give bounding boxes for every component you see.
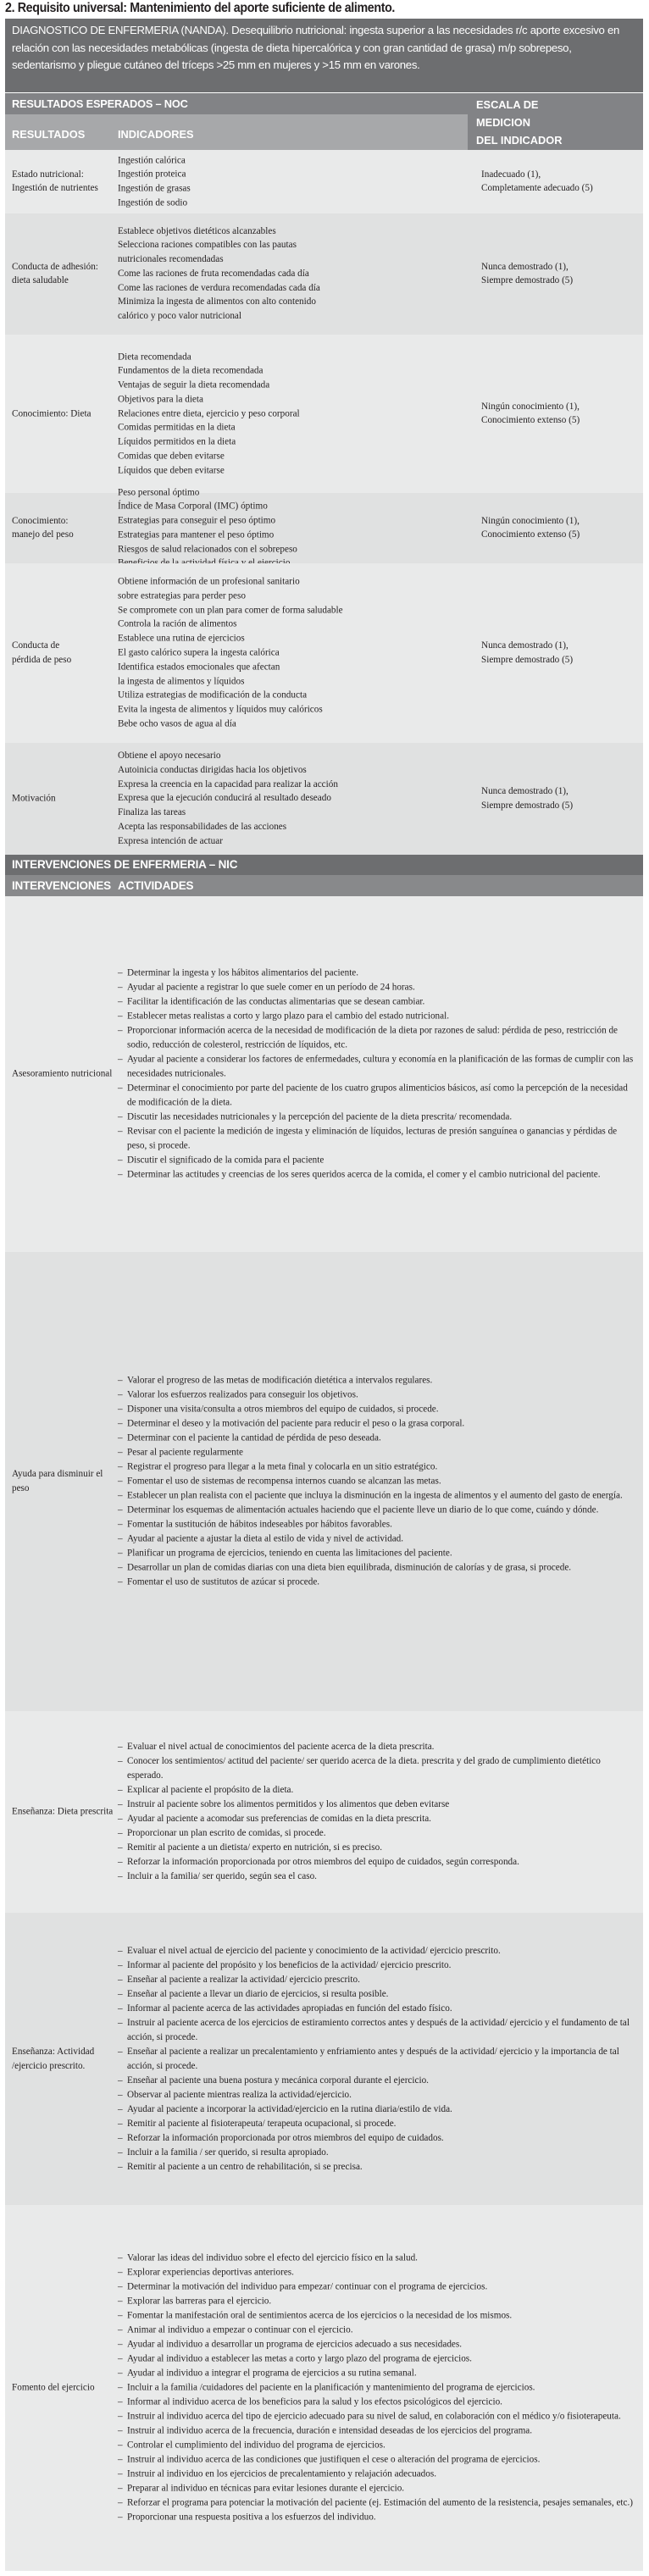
nic-activity-item: – Registrar el progreso para llegar a la meta final y colocarla en un sitio estratégico. <box>118 1460 639 1475</box>
noc-indicators-line: Comidas que deben evitarse <box>118 451 225 462</box>
nic-header <box>5 855 643 875</box>
noc-indicators-line: calórico y poco valor nutricional <box>118 311 242 322</box>
noc-scale <box>481 514 642 543</box>
noc-result-line: dieta saludable <box>12 275 69 286</box>
nic-activity-item: – Enseñar al paciente una buena postura y mecánica corporal durante el ejercicio. <box>118 2074 639 2088</box>
noc-result-line: manejo del peso <box>12 529 74 540</box>
noc-result-line: Estado nutricional: <box>12 169 84 180</box>
nic-activity-item: – Conocer los sentimientos/ actitud del paciente/ ser querido acerca de la dieta. prescrita y del grado de cumplimiento dietético esperado. <box>118 1754 639 1783</box>
nic-intervention-name <box>12 2381 118 2396</box>
noc-scale-line: Completamente adecuado (5) <box>481 183 593 194</box>
noc-result <box>12 792 118 806</box>
nic-activity-item: – Informar al individuo acerca de los beneficios para la salud y los efectos psicológicos del ejercicio. <box>118 2396 639 2410</box>
noc-indicators-line: Identifica estados emocionales que afectan <box>118 662 280 673</box>
noc-indicators <box>118 575 465 732</box>
nic-activity-item: – Establecer un plan realista con el paciente que incluya la disminución en la ingesta de alimentos y el aumento del gasto de energía. <box>118 1489 639 1504</box>
noc-indicators-line: Dieta recomendada <box>118 351 191 362</box>
nic-activity-item: – Instruir al individuo acerca de las condiciones que justifiquen el cese o alteración del programa de ejercicios. <box>118 2453 639 2468</box>
noc-result-line: Conducta de <box>12 640 60 651</box>
noc-indicators-line: Expresa la creencia en la capacidad para realizar la acción <box>118 778 338 789</box>
noc-indicators-line: Comidas permitidas en la dieta <box>118 422 236 433</box>
nic-activity-item: – Proporcionar información acerca de la necesidad de modificación de la dieta por razones de salud: pérdida de peso, restricción de sodio, reducción de colesterol, restricción de líquidos, etc. <box>118 1024 639 1053</box>
noc-indicators-line: Estrategias para mantener el peso óptimo <box>118 529 275 540</box>
noc-row <box>5 150 643 213</box>
nic-activity-item: – Determinar el deseo y la motivación del paciente para reducir el peso o la grasa corporal. <box>118 1417 639 1432</box>
noc-result <box>12 639 118 668</box>
noc-result-line: Conocimiento: <box>12 515 69 526</box>
nic-activity-list <box>118 1740 639 1884</box>
noc-scale-line: Siempre demostrado (5) <box>481 800 574 811</box>
nic-activity-item: – Instruir al individuo acerca de la frecuencia, duración e intensidad deseadas de los ejercicios del programa. <box>118 2424 639 2439</box>
noc-indicators-line: Ingestión proteica <box>118 169 186 180</box>
nic-activity-item: – Instruir al individuo en los ejercicios de precalentamiento y relajación adecuados. <box>118 2468 639 2482</box>
nic-activity-item: – Enseñar al paciente a realizar un precalentamiento y enfriamiento antes y después de la actividad/ ejercicio y la importancia de tal acción, si procede. <box>118 2045 639 2074</box>
nursing-diagnosis: DIAGNOSTICO DE ENFERMERIA (NANDA). Desequilibrio nutricional: ingesta superior a las necesidades r/c aporte excesivo en relación con las necesidades metabólicas (ingesta de dieta hipercalórica y con gran cantidad de grasa) m/p sobrepeso, sedentarismo y pliegue cutáneo del tríceps >25 mm en mujeres y >15 mm en varones. <box>5 19 643 92</box>
noc-indicators-line: Come las raciones de verdura recomendadas cada día <box>118 282 320 293</box>
noc-indicators-line: Acepta las responsabilidades de las acciones <box>118 822 287 833</box>
nic-activity-list <box>118 1944 639 2174</box>
noc-indicators-line: Ventajas de seguir la dieta recomendada <box>118 379 270 391</box>
noc-indicators <box>118 485 465 571</box>
nic-activity-item: – Preparar al individuo en técnicas para evitar lesiones durante el ejercicio. <box>118 2482 639 2496</box>
noc-scale-line: Nunca demostrado (1), <box>481 261 569 272</box>
nic-intervention-name-line: Asesoramiento nutricional <box>12 1068 113 1079</box>
noc-indicators-line: Autoinicia conductas dirigidas hacia los objetivos <box>118 765 307 776</box>
col-header-activities: ACTIVIDADES <box>118 879 194 892</box>
nic-activity-item: – Fomentar la manifestación oral de sentimientos acerca de los ejercicios o la necesidad de los mismos. <box>118 2309 639 2324</box>
noc-indicators-line: Ingestión de sodio <box>118 197 188 208</box>
nic-activity-item: – Ayudar al individuo a integrar el programa de ejercicios a su rutina semanal. <box>118 2367 639 2381</box>
nic-activity-item: – Determinar el conocimiento por parte del paciente de los cuatro grupos alimenticios básicos, así como la percepción de la necesidad de modificación de la dieta. <box>118 1082 639 1111</box>
noc-indicators-line: Estrategias para conseguir el peso óptimo <box>118 515 276 526</box>
noc-subheader <box>5 114 468 150</box>
noc-indicators-line: Come las raciones de fruta recomendadas cada día <box>118 269 309 280</box>
noc-scale <box>481 168 642 197</box>
noc-indicators-line: Expresa que la ejecución conducirá al resultado deseado <box>118 793 331 804</box>
noc-indicators-line: Controla la ración de alimentos <box>118 619 237 630</box>
noc-header-label: RESULTADOS ESPERADOS – NOC <box>12 97 188 110</box>
nic-intervention-name <box>12 1067 118 1082</box>
noc-scale-line: Siempre demostrado (5) <box>481 275 574 286</box>
noc-indicators-line: Líquidos que deben evitarse <box>118 465 225 476</box>
noc-scale-line: Conocimiento extenso (5) <box>481 415 580 426</box>
nic-activity-item: – Valorar el progreso de las metas de modificación dietética a intervalos regulares. <box>118 1374 639 1388</box>
nic-activity-item: – Ayudar al paciente a considerar los factores de enfermedades, cultura y economía en la planificación de las formas de cumplir con las necesidades nutricionales. <box>118 1053 639 1082</box>
noc-row <box>5 213 643 335</box>
nic-activity-item: – Reforzar la información proporcionada por otros miembros del equipo de cuidados. <box>118 2131 639 2146</box>
noc-result-line: pérdida de peso <box>12 655 72 665</box>
noc-scale <box>481 260 642 289</box>
nic-activity-item: – Ayudar al paciente a ajustar la dieta al estilo de vida y nivel de actividad. <box>118 1532 639 1547</box>
nic-activity-item: – Instruir al individuo acerca del tipo de ejercicio adecuado para su nivel de salud, en colaboración con el médico y/o fisioterapeuta. <box>118 2410 639 2424</box>
noc-result-line: Conducta de adhesión: <box>12 261 98 272</box>
nic-activity-item: – Ayudar al paciente a registrar lo que suele comer en un período de 24 horas. <box>118 981 639 995</box>
nic-intervention-name-line: Fomento del ejercicio <box>12 2382 95 2393</box>
nic-activity-item: – Enseñar al paciente a llevar un diario de ejercicios, si resulta posible. <box>118 1987 639 2002</box>
noc-indicators-line: Expresa intención de actuar <box>118 835 223 846</box>
nic-activity-item: – Valorar las ideas del individuo sobre el efecto del ejercicio físico en la salud. <box>118 2252 639 2266</box>
noc-indicators-line: Finaliza las tareas <box>118 807 186 818</box>
nic-activity-item: – Explicar al paciente el propósito de la dieta. <box>118 1783 639 1798</box>
nic-activity-item: – Revisar con el paciente la medición de ingesta y eliminación de líquidos, lecturas de presión sanguínea o ganancias y pérdidas de peso, si procede. <box>118 1125 639 1154</box>
noc-scale-line: Conocimiento extenso (5) <box>481 529 580 540</box>
nic-activity-item: – Incluir a la familia / ser querido, si resulta apropiado. <box>118 2146 639 2160</box>
noc-indicators-line: nutricionales recomendadas <box>118 254 224 265</box>
noc-indicators-line: El gasto calórico supera la ingesta calórica <box>118 647 280 658</box>
nic-activity-item: – Instruir al paciente acerca de los ejercicios de estiramiento correctos antes y después de la actividad/ ejercicio y el fundamento de tal acción, si procede. <box>118 2016 639 2045</box>
noc-indicators-line: Riesgos de salud relacionados con el sobrepeso <box>118 544 297 555</box>
noc-indicators-line: Peso personal óptimo <box>118 487 200 498</box>
nic-activity-item: – Proporcionar una respuesta positiva a los esfuerzos del individuo. <box>118 2511 639 2525</box>
noc-result <box>12 407 118 421</box>
section-title: 2. Requisito universal: Mantenimiento del aporte suficiente de alimento. <box>5 1 396 15</box>
nic-activity-list <box>118 1374 639 1590</box>
nic-activity-item: – Fomentar la sustitución de hábitos indeseables por hábitos favorables. <box>118 1518 639 1532</box>
nic-activity-item: – Valorar los esfuerzos realizados para conseguir los objetivos. <box>118 1388 639 1403</box>
noc-row <box>5 335 643 493</box>
nic-intervention-name-line: /ejercicio prescrito. <box>12 2060 86 2071</box>
noc-scale-line: Ningún conocimiento (1), <box>481 515 580 526</box>
noc-scale-line: Siempre demostrado (5) <box>481 655 574 665</box>
nic-intervention-name <box>12 1467 118 1496</box>
noc-indicators <box>118 350 465 478</box>
nic-activity-item: – Reforzar el programa para potenciar la motivación del paciente (ej. Estimación del aumento de la resistencia, pesajes semanales, etc.) <box>118 2496 639 2511</box>
nic-intervention-name <box>12 2045 118 2074</box>
nic-activity-item: – Incluir a la familia/ ser querido, según sea el caso. <box>118 1870 639 1884</box>
noc-scale <box>481 639 642 668</box>
noc-scale-line: Inadecuado (1), <box>481 169 541 180</box>
nic-activity-item: – Determinar las actitudes y creencias de los seres queridos acerca de la comida, el comer y el cambio nutricional del paciente. <box>118 1168 639 1183</box>
noc-scale-line: Ningún conocimiento (1), <box>481 401 580 412</box>
nic-activity-item: – Discutir el significado de la comida para el paciente <box>118 1154 639 1168</box>
col-header-scale: ESCALA DE MEDICION DEL INDICADOR <box>468 93 643 150</box>
noc-indicators-line: Obtiene información de un profesional sanitario <box>118 576 300 587</box>
nic-activity-item: – Explorar experiencias deportivas anteriores. <box>118 2266 639 2280</box>
noc-row <box>5 487 643 563</box>
noc-row <box>5 743 643 855</box>
nic-activity-item: – Evaluar el nivel actual de ejercicio del paciente y conocimiento de la actividad/ ejercicio prescrito. <box>118 1944 639 1958</box>
nic-activity-item: – Informar al paciente acerca de las actividades apropiadas en función del estado físico. <box>118 2002 639 2016</box>
nic-activity-item: – Ayudar al paciente a incorporar la actividad/ejercicio en la rutina diaria/estilo de vida. <box>118 2102 639 2117</box>
col-header-interventions: INTERVENCIONES <box>12 879 111 892</box>
noc-result <box>12 260 118 289</box>
nic-activity-item: – Disponer una visita/consulta a otros miembros del equipo de cuidados, si procede. <box>118 1403 639 1417</box>
nic-row <box>5 1913 643 2205</box>
nic-activity-item: – Evaluar el nivel actual de conocimientos del paciente acerca de la dieta prescrita. <box>118 1740 639 1754</box>
noc-indicators-line: Objetivos para la dieta <box>118 394 203 405</box>
nic-activity-item: – Ayudar al paciente a acomodar sus preferencias de comidas en la dieta prescrita. <box>118 1812 639 1826</box>
nic-intervention-name-line: Enseñanza: Actividad <box>12 2046 95 2057</box>
noc-scale-line: Nunca demostrado (1), <box>481 640 569 651</box>
noc-indicators-line: Ingestión de grasas <box>118 183 191 194</box>
col-header-indicators: INDICADORES <box>118 128 194 141</box>
noc-result-line: Conocimiento: Dieta <box>12 408 92 419</box>
nic-intervention-name <box>12 1805 118 1820</box>
nic-intervention-name-line: Ayuda para disminuir el peso <box>12 1469 103 1493</box>
nic-intervention-name-line: Enseñanza: Dieta prescrita <box>12 1806 114 1817</box>
nic-activity-item: – Determinar la motivación del individuo para empezar/ continuar con el programa de ejercicios. <box>118 2280 639 2295</box>
noc-indicators-line: Se compromete con un plan para comer de forma saludable <box>118 605 343 616</box>
nic-activity-item: – Observar al paciente mientras realiza la actividad/ejercicio. <box>118 2088 639 2102</box>
nic-activity-item: – Desarrollar un plan de comidas diarias con una dieta bien equilibrada, disminución de calorías y de grasa, si procede. <box>118 1561 639 1576</box>
noc-indicators-line: Establece una rutina de ejercicios <box>118 633 245 644</box>
nic-activity-item: – Determinar los esquemas de alimentación actuales haciendo que el paciente lleve un diario de lo que come, cuándo y dónde. <box>118 1504 639 1518</box>
nic-activity-item: – Fomentar el uso de sustitutos de azúcar si procede. <box>118 1576 639 1590</box>
nic-activity-item: – Establecer metas realistas a corto y largo plazo para el cambio del estado nutricional. <box>118 1010 639 1024</box>
noc-scale <box>481 400 642 429</box>
noc-indicators-line: Minimiza la ingesta de alimentos con alto contenido <box>118 296 316 307</box>
nic-activity-item: – Pesar al paciente regularmente <box>118 1446 639 1460</box>
nic-activity-item: – Instruir al paciente sobre los alimentos permitidos y los alimentos que deben evitarse <box>118 1798 639 1812</box>
nic-activity-item: – Remitir al paciente a un dietista/ experto en nutrición, si es preciso. <box>118 1841 639 1855</box>
nic-activity-item: – Ayudar al individuo a establecer las metas a corto y largo plazo del programa de ejercicios. <box>118 2352 639 2367</box>
nic-activity-item: – Fomentar el uso de sistemas de recompensa internos cuando se alcanzan las metas. <box>118 1475 639 1489</box>
nic-activity-list <box>118 2252 639 2525</box>
nic-activity-item: – Controlar el cumplimiento del individuo del programa de ejercicios. <box>118 2439 639 2453</box>
noc-indicators-line: Selecciona raciones compatibles con las pautas <box>118 240 297 251</box>
noc-indicators <box>118 153 465 210</box>
nic-activity-item: – Remitir al paciente al fisioterapeuta/ terapeuta ocupacional, si procede. <box>118 2117 639 2131</box>
nic-activity-item: – Determinar la ingesta y los hábitos alimentarios del paciente. <box>118 967 639 981</box>
noc-indicators <box>118 224 465 324</box>
noc-result-line: Ingestión de nutrientes <box>12 183 98 194</box>
noc-indicators-line: Bebe ocho vasos de agua al día <box>118 718 236 729</box>
noc-row <box>5 563 643 743</box>
nic-row <box>5 1711 643 1913</box>
nic-activity-item: – Explorar las barreras para el ejercicio. <box>118 2295 639 2309</box>
noc-indicators-line: sobre estrategias para perder peso <box>118 590 246 601</box>
nic-activity-item: – Ayudar al individuo a desarrollar un programa de ejercicios adecuado a sus necesidades. <box>118 2338 639 2352</box>
noc-result <box>12 168 118 197</box>
nic-row <box>5 1252 643 1711</box>
noc-indicators-line: Evita la ingesta de alimentos y líquidos muy calóricos <box>118 704 323 715</box>
noc-indicators-line: Obtiene el apoyo necesario <box>118 751 221 762</box>
noc-indicators-line: Líquidos permitidos en la dieta <box>118 436 236 447</box>
nic-activity-list <box>118 967 639 1183</box>
nic-activity-item: – Proporcionar un plan escrito de comidas, si procede. <box>118 1826 639 1841</box>
nic-activity-item: – Incluir a la familia /cuidadores del paciente en la planificación y mantenimiento del programa de ejercicios. <box>118 2381 639 2396</box>
noc-indicators-line: Índice de Masa Corporal (IMC) óptimo <box>118 501 268 512</box>
nic-activity-item: – Reforzar la información proporcionada por otros miembros del equipo de cuidados, según corresponda. <box>118 1855 639 1870</box>
nic-subheader <box>5 875 643 896</box>
noc-indicators-line: la ingesta de alimentos y líquidos <box>118 676 245 687</box>
noc-indicators-line: Utiliza estrategias de modificación de la conducta <box>118 690 308 701</box>
nic-activity-item: – Determinar con el paciente la cantidad de pérdida de peso deseada. <box>118 1432 639 1446</box>
nic-activity-item: – Animar al individuo a empezar o continuar con el ejercicio. <box>118 2324 639 2338</box>
nic-activity-item: – Informar al paciente del propósito y los beneficios de la actividad/ ejercicio prescrito. <box>118 1958 639 1973</box>
noc-result <box>12 514 118 543</box>
nic-header-label: INTERVENCIONES DE ENFERMERIA – NIC <box>12 858 238 871</box>
noc-indicators-line: Fundamentos de la dieta recomendada <box>118 365 263 376</box>
col-header-results: RESULTADOS <box>12 128 86 141</box>
nic-row <box>5 2205 643 2571</box>
nic-activity-item: – Planificar un programa de ejercicios, teniendo en cuenta las limitaciones del paciente. <box>118 1547 639 1561</box>
nic-row <box>5 896 643 1252</box>
noc-result-line: Motivación <box>12 793 56 804</box>
noc-indicators-line: Relaciones entre dieta, ejercicio y peso corporal <box>118 408 300 419</box>
noc-indicators-line: Ingestión calórica <box>118 154 186 165</box>
nic-activity-item: – Remitir al paciente a un centro de rehabilitación, si se precisa. <box>118 2160 639 2174</box>
noc-indicators-line: Establece objetivos dietéticos alcanzables <box>118 225 276 236</box>
noc-scale <box>481 784 642 813</box>
nic-activity-item: – Discutir las necesidades nutricionales y la percepción del paciente de la dieta prescrita/ recomendada. <box>118 1111 639 1125</box>
nic-activity-item: – Facilitar la identificación de las conductas alimentarias que se desean cambiar. <box>118 995 639 1010</box>
noc-scale-line: Nunca demostrado (1), <box>481 786 569 797</box>
noc-indicators <box>118 749 465 849</box>
nic-activity-item: – Enseñar al paciente a realizar la actividad/ ejercicio prescrito. <box>118 1973 639 1987</box>
